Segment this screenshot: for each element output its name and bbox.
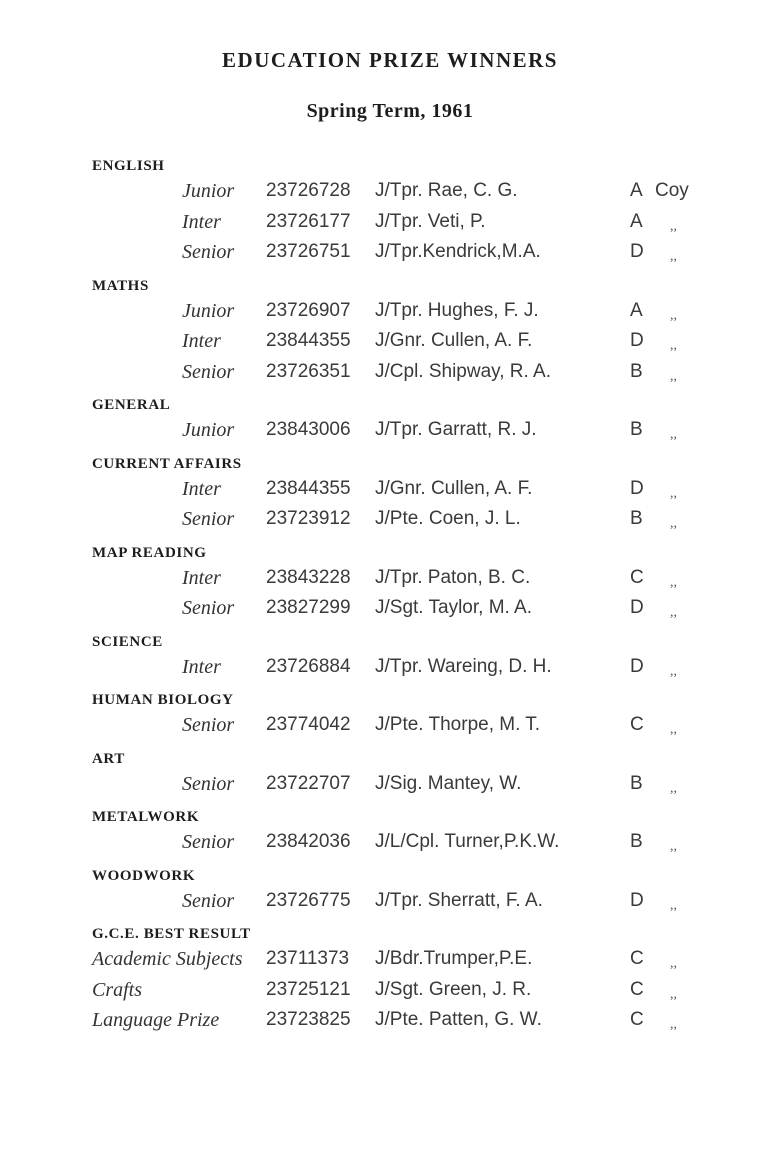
company-word: Coy (655, 180, 689, 201)
prize-section (92, 393, 772, 448)
level-label: Senior (182, 831, 235, 853)
company-letter: B (630, 831, 643, 852)
page-subtitle: Spring Term, 1961 (306, 100, 474, 122)
service-number: 23725121 (266, 978, 351, 1000)
winner-row (92, 1007, 772, 1038)
winner-name: J/Tpr. Garratt, R. J. (375, 419, 537, 440)
service-number: 23726907 (266, 299, 351, 321)
company-letter: D (630, 330, 644, 351)
ditto-mark: ,, (670, 574, 677, 590)
service-number: 23726177 (266, 210, 351, 232)
level-label: Junior (182, 180, 235, 202)
winner-name: J/Bdr.Trumper,P.E. (375, 948, 533, 969)
company-letter: D (630, 241, 644, 262)
winner-row (92, 506, 772, 537)
ditto-mark: ,, (670, 780, 677, 796)
level-label: Crafts (92, 978, 143, 1001)
section-heading: METALWORK (92, 809, 200, 825)
company-letter: D (630, 597, 644, 618)
ditto-mark: ,, (670, 485, 677, 501)
ditto-mark: ,, (670, 986, 677, 1002)
winner-row (92, 328, 772, 359)
company-letter: C (630, 948, 644, 969)
prize-section (92, 541, 772, 626)
winner-row (92, 209, 772, 240)
level-label: Senior (182, 889, 235, 912)
winner-name: J/Sgt. Taylor, M. A. (375, 597, 532, 618)
winner-name: J/Tpr. Veti, P. (375, 210, 486, 232)
level-label: Inter (182, 210, 221, 233)
winner-row (92, 595, 772, 626)
service-number: 23844355 (266, 330, 351, 351)
service-number: 23723912 (266, 508, 351, 529)
winner-row (92, 888, 772, 919)
level-label: Inter (182, 477, 221, 500)
winner-name: J/Pte. Coen, J. L. (375, 508, 521, 529)
service-number: 23726351 (266, 360, 351, 382)
prize-section (92, 805, 772, 860)
prize-section (92, 688, 772, 743)
section-heading: G.C.E. BEST RESULT (92, 926, 251, 942)
company-letter: C (630, 566, 644, 588)
level-label: Senior (182, 772, 235, 795)
service-number: 23843006 (266, 419, 351, 440)
section-heading: CURRENT AFFAIRS (92, 455, 242, 472)
level-label: Senior (182, 360, 235, 383)
winner-name: J/Tpr.Kendrick,M.A. (375, 241, 541, 262)
service-number: 23726775 (266, 889, 351, 911)
level-label: Language Prize (92, 1009, 220, 1031)
ditto-mark: ,, (670, 897, 677, 913)
winner-name: J/Tpr. Sherratt, F. A. (375, 889, 543, 911)
ditto-mark: ,, (670, 663, 677, 679)
ditto-mark: ,, (670, 722, 677, 737)
winner-row (92, 417, 772, 448)
ditto-mark: ,, (670, 1017, 677, 1032)
winner-row (92, 239, 772, 270)
prize-section (92, 922, 772, 1038)
winner-row (92, 565, 772, 596)
winner-row (92, 946, 772, 977)
winner-name: J/Tpr. Paton, B. C. (375, 566, 531, 588)
ditto-mark: ,, (670, 605, 677, 620)
prize-section (92, 747, 772, 802)
prize-section (92, 864, 772, 919)
section-heading: WOODWORK (92, 867, 196, 884)
section-heading: ART (92, 750, 125, 767)
service-number: 23726751 (266, 241, 351, 262)
company-letter: A (630, 210, 643, 232)
level-label: Senior (182, 597, 235, 619)
company-letter: B (630, 508, 643, 529)
section-heading: MATHS (92, 277, 149, 294)
service-number: 23843228 (266, 566, 351, 588)
service-number: 23723825 (266, 1009, 351, 1030)
winner-name: J/Gnr. Cullen, A. F. (375, 330, 533, 351)
level-label: Inter (182, 655, 221, 678)
winner-name: J/Pte. Thorpe, M. T. (375, 714, 541, 735)
winner-name: J/Tpr. Rae, C. G. (375, 180, 518, 201)
ditto-mark: ,, (670, 368, 677, 384)
level-label: Junior (182, 299, 235, 322)
company-letter: A (630, 299, 643, 321)
service-number: 23726884 (266, 655, 351, 677)
prize-section (92, 274, 772, 390)
prize-section (92, 452, 772, 537)
winner-row (92, 178, 772, 209)
service-number: 23711373 (266, 948, 350, 969)
section-heading: SCIENCE (92, 633, 163, 650)
prize-section (92, 154, 772, 270)
prize-section (92, 630, 772, 685)
ditto-mark: ,, (670, 249, 677, 264)
company-letter: C (630, 1009, 644, 1030)
winner-row (92, 476, 772, 507)
winner-name: J/Sig. Mantey, W. (375, 772, 522, 794)
service-number: 23726728 (266, 180, 351, 201)
company-letter: D (630, 477, 644, 499)
winner-name: J/L/Cpl. Turner,P.K.W. (375, 831, 560, 852)
service-number: 23842036 (266, 831, 351, 852)
level-label: Inter (182, 566, 221, 589)
winner-row (92, 359, 772, 390)
level-label: Inter (182, 330, 221, 352)
winner-name: J/Gnr. Cullen, A. F. (375, 477, 533, 499)
winner-row (92, 771, 772, 802)
section-heading: GENERAL (92, 397, 171, 413)
ditto-mark: ,, (670, 516, 677, 531)
ditto-mark: ,, (670, 218, 677, 234)
level-label: Senior (182, 241, 235, 263)
section-heading: HUMAN BIOLOGY (92, 692, 234, 708)
company-letter: A (630, 180, 643, 201)
level-label: Junior (182, 419, 235, 441)
level-label: Academic Subjects (92, 948, 243, 970)
ditto-mark: ,, (670, 307, 677, 323)
section-heading: ENGLISH (92, 158, 165, 174)
winner-row (92, 977, 772, 1008)
winner-row (92, 298, 772, 329)
winner-name: J/Cpl. Shipway, R. A. (375, 360, 551, 382)
page-title: EDUCATION PRIZE WINNERS (222, 48, 558, 72)
service-number: 23827299 (266, 597, 351, 618)
level-label: Senior (182, 714, 235, 736)
ditto-mark: ,, (670, 427, 677, 442)
winner-name: J/Tpr. Wareing, D. H. (375, 655, 552, 677)
prize-list (92, 150, 772, 1040)
ditto-mark: ,, (670, 338, 677, 353)
company-letter: D (630, 655, 644, 677)
winner-name: J/Sgt. Green, J. R. (375, 978, 532, 1000)
service-number: 23844355 (266, 477, 351, 499)
winner-name: J/Tpr. Hughes, F. J. (375, 299, 539, 321)
company-letter: B (630, 419, 643, 440)
winner-name: J/Pte. Patten, G. W. (375, 1009, 542, 1030)
level-label: Senior (182, 508, 235, 530)
company-letter: C (630, 978, 644, 1000)
service-number: 23774042 (266, 714, 351, 735)
section-heading: MAP READING (92, 544, 207, 561)
winner-row (92, 654, 772, 685)
company-letter: C (630, 714, 644, 735)
service-number: 23722707 (266, 772, 351, 794)
company-letter: B (630, 360, 643, 382)
company-letter: B (630, 772, 643, 794)
ditto-mark: ,, (670, 956, 677, 971)
winner-row (92, 829, 772, 860)
company-letter: D (630, 889, 644, 911)
ditto-mark: ,, (670, 839, 677, 854)
winner-row (92, 712, 772, 743)
